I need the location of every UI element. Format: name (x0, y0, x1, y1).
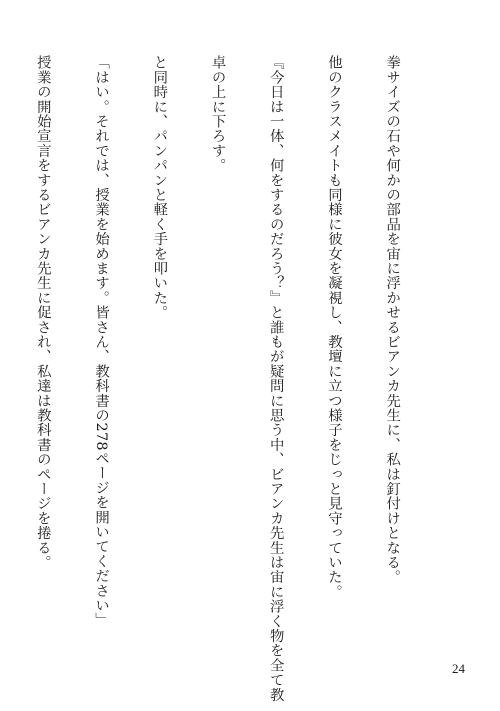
text-line: 授業の開始宣言をするビアンカ先生に促され、私達は教科書のページを捲る。 (34, 55, 51, 570)
text-line: 卓の上に下ろす。 (209, 55, 226, 173)
text-line: 他のクラスメイトも同様に彼女を凝視し、教壇に立つ様子をじっと見守っていた。 (325, 55, 342, 599)
page-number: 24 (452, 661, 465, 676)
vertical-text-block (34, 55, 440, 702)
text-line: と同時に、パンパンと軽く手を叩いた。 (151, 55, 168, 320)
text-line: 『今日は一体、何をするのだろう？』と誰もが疑問に思う中、ビアンカ先生は宙に浮く物を全て教 (267, 55, 284, 702)
text-line: 「はい。それでは、授業を始めます。皆さん、教科書の278ページを開いてください」 (93, 55, 110, 628)
text-line: 拳サイズの石や何かの部品を宙に浮かせるビアンカ先生に、私は釘付けとなる。 (384, 55, 401, 585)
